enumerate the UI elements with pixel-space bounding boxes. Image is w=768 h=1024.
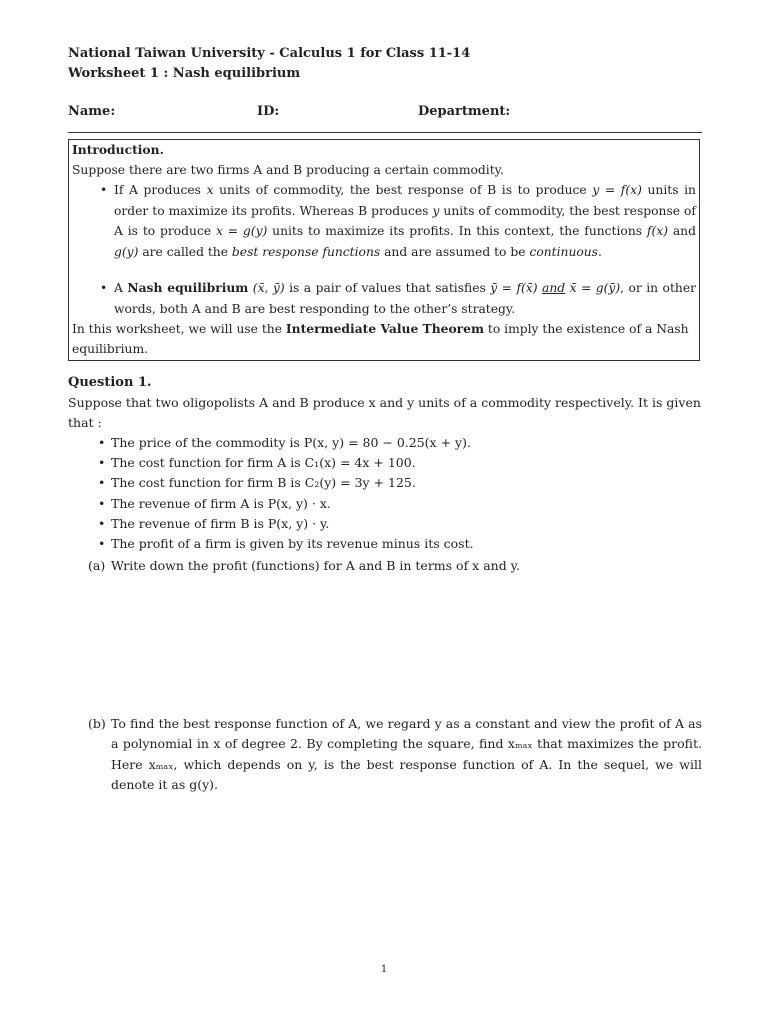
part-b-label: (b) <box>88 715 106 731</box>
intro-title: Introduction. <box>72 142 164 157</box>
intro-bullet-best-response: • If A produces x units of commodity, the best response of B is to produce y = f(x) units in order to maximize its profits. Whereas B produces y units of commodity, the best response of A is to produce x = g(y) units to maximize its profits. In this context, the functions f(x) and g(y) are called the best response functions and are assumed to be continuous. <box>72 180 696 262</box>
part-a-text: Write down the profit (functions) for A and B in terms of x and y. <box>111 558 521 574</box>
given-item: • The price of the commodity is P(x, y) = 80 − 0.25(x + y). <box>68 433 702 453</box>
given-item: • The cost function for firm A is C₁(x) = 4x + 100. <box>68 453 702 473</box>
given-item: • The cost function for firm B is C₂(y) = 3y + 125. <box>68 473 702 493</box>
part-b-text: To find the best response function of A, we regard y as a constant and view the profit of A as a polynomial in x of degree 2. By completing the square, find xₘₐₓ that maximizes the profit. Here xₘₐₓ, which depends on y, is the best response function of A. In the sequel, we will denote it as g(y). <box>111 715 702 793</box>
question-1-part-b <box>68 714 702 796</box>
divider <box>68 132 702 133</box>
question-1-part-a <box>68 556 702 577</box>
question-1-lead: Suppose that two oligopolists A and B produce x and y units of a commodity respectively. It is given that : <box>68 395 701 430</box>
course-title: National Taiwan University - Calculus 1 for Class 11-14 <box>68 46 471 61</box>
question-1-given-list <box>68 433 702 554</box>
student-info-row <box>68 102 702 122</box>
part-a-label: (a) <box>88 558 106 574</box>
worksheet-page <box>68 44 702 796</box>
question-1-title: Question 1. <box>68 375 152 390</box>
intro-closing: In this worksheet, we will use the Intermediate Value Theorem to imply the existence of a Nash equilibrium. <box>72 321 689 356</box>
id-label: ID: <box>257 104 280 119</box>
given-item: • The profit of a firm is given by its revenue minus its cost. <box>68 534 702 554</box>
worksheet-title: Worksheet 1 : Nash equilibrium <box>68 66 301 81</box>
page-number: 1 <box>380 964 388 975</box>
department-label: Department: <box>418 104 511 119</box>
given-item: • The revenue of firm A is P(x, y) · x. <box>68 494 702 514</box>
intro-list <box>72 180 696 319</box>
introduction-box <box>68 139 700 361</box>
name-label: Name: <box>68 104 116 119</box>
intro-lead: Suppose there are two firms A and B producing a certain commodity. <box>72 163 504 177</box>
given-item: • The revenue of firm B is P(x, y) · y. <box>68 514 702 534</box>
intro-bullet-nash: • A Nash equilibrium (x̄, ȳ) is a pair of values that satisfies ȳ = f(x̄) and x̄ = g(ȳ), or in other words, both A and B are best responding to the other’s strategy. <box>72 278 696 319</box>
